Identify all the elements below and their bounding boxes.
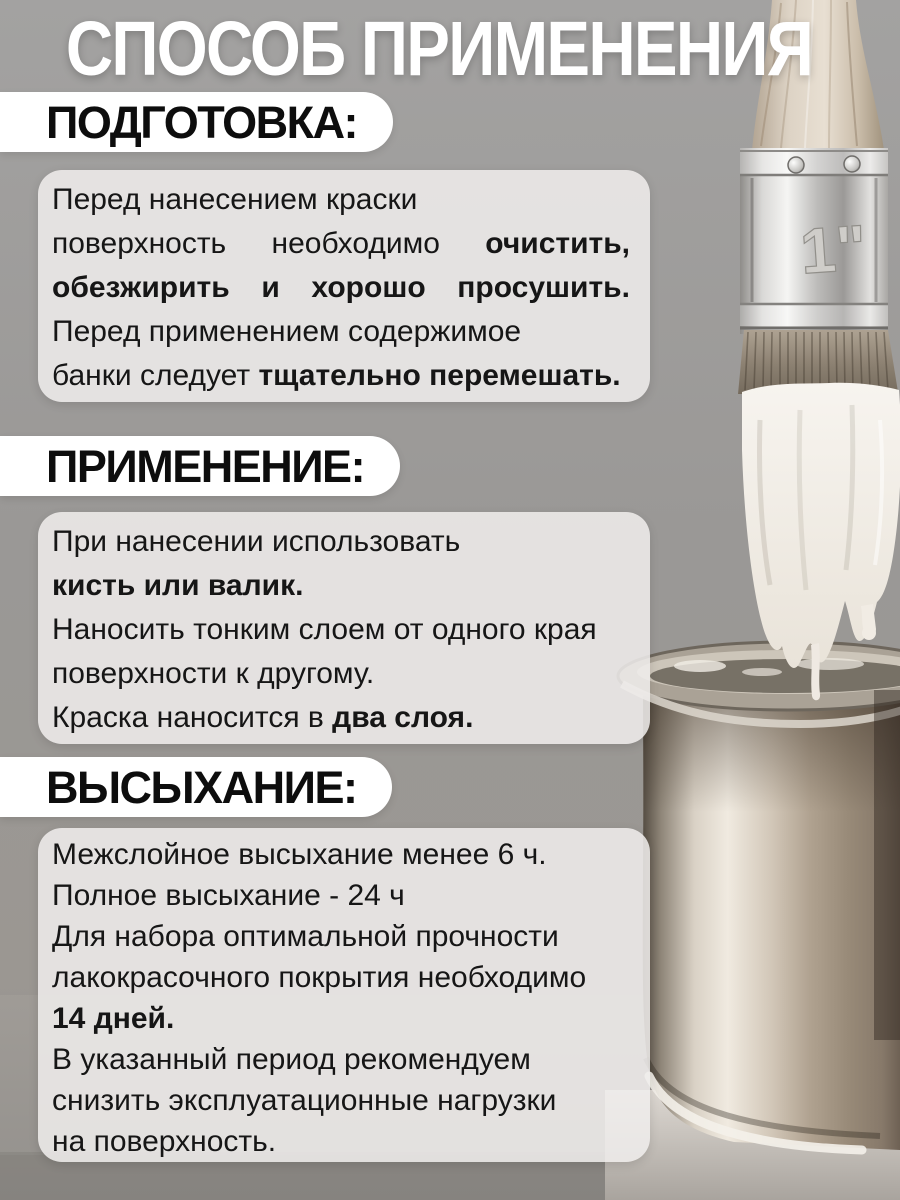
text-segment: 14 дней.	[52, 1002, 175, 1035]
instruction-line	[46, 834, 638, 875]
instruction-line	[46, 178, 638, 222]
instruction-line	[46, 222, 638, 266]
text-segment: Межслойное высыхание менее 6 ч.	[52, 838, 547, 871]
instruction-line	[46, 696, 638, 740]
text-segment: банки следует	[52, 359, 259, 392]
text-segment: При нанесении использовать	[52, 525, 461, 558]
text-segment: Перед применением содержимое	[52, 315, 522, 348]
rim-paint-fleck	[796, 658, 864, 670]
brush-ferrule	[740, 148, 888, 334]
rim-paint-fleck	[742, 668, 782, 676]
text-segment: кисть или валик.	[52, 569, 304, 602]
paint-drip-bead	[862, 626, 876, 640]
instruction-line	[46, 520, 638, 564]
text-segment: на поверхность.	[52, 1125, 277, 1158]
text-segment: Для набора оптимальной прочности	[52, 920, 559, 953]
ferrule-rivet	[844, 156, 860, 172]
instruction-line	[46, 916, 638, 957]
instruction-line	[46, 1039, 638, 1080]
section-heading-pill	[0, 92, 393, 152]
instruction-line	[46, 266, 638, 310]
text-segment: Перед нанесением краски	[52, 183, 418, 216]
text-segment: Полное высыхание - 24 ч	[52, 879, 405, 912]
text-segment: поверхность	[52, 227, 227, 260]
page-title	[0, 6, 832, 92]
instruction-line	[46, 652, 638, 696]
instruction-line	[46, 1121, 638, 1162]
section-heading-text: ПОДГОТОВКА:	[46, 97, 358, 148]
paint-can-illustration	[618, 642, 900, 1150]
text-segment: и	[261, 271, 280, 304]
section-heading-pill	[0, 436, 400, 496]
text-segment: просушить.	[457, 271, 630, 304]
section-heading-text: ВЫСЫХАНИЕ:	[46, 762, 357, 813]
instruction-line	[46, 957, 638, 998]
text-segment: Наносить тонким слоем от одного края	[52, 613, 597, 646]
rim-paint-fleck	[674, 660, 726, 672]
instruction-line	[46, 1080, 638, 1121]
text-segment: В указанный период рекомендуем	[52, 1043, 531, 1076]
instruction-line	[46, 310, 638, 354]
instruction-line	[46, 564, 638, 608]
instruction-line	[46, 608, 638, 652]
text-segment: Краска наносится в	[52, 701, 333, 734]
instruction-line	[46, 354, 638, 398]
text-segment: снизить эксплуатационные нагрузки	[52, 1084, 557, 1117]
text-segment: лакокрасочного покрытия необходимо	[52, 961, 587, 994]
ferrule-rivet	[788, 157, 804, 173]
text-segment: обезжирить	[52, 271, 230, 304]
text-segment: поверхности к другому.	[52, 657, 375, 690]
text-segment: необходимо	[271, 227, 440, 260]
text-segment: хорошо	[311, 271, 426, 304]
page-title-text: СПОСОБ ПРИМЕНЕНИЯ	[65, 6, 813, 92]
instructions-panel	[38, 170, 650, 402]
paint-drip-long	[811, 643, 820, 700]
section-heading-pill	[0, 757, 392, 817]
instructions-panel	[38, 828, 650, 1162]
instructions-panel	[38, 512, 650, 744]
ferrule-size-label: 1"	[797, 211, 869, 288]
can-right-edge-shadow	[874, 690, 900, 1040]
text-segment: два слоя.	[332, 701, 474, 734]
text-segment: тщательно перемешать.	[258, 359, 621, 392]
instruction-line	[46, 998, 638, 1039]
section-heading-text: ПРИМЕНЕНИЕ:	[46, 441, 365, 492]
text-segment: очистить,	[485, 227, 630, 260]
instruction-line	[46, 875, 638, 916]
